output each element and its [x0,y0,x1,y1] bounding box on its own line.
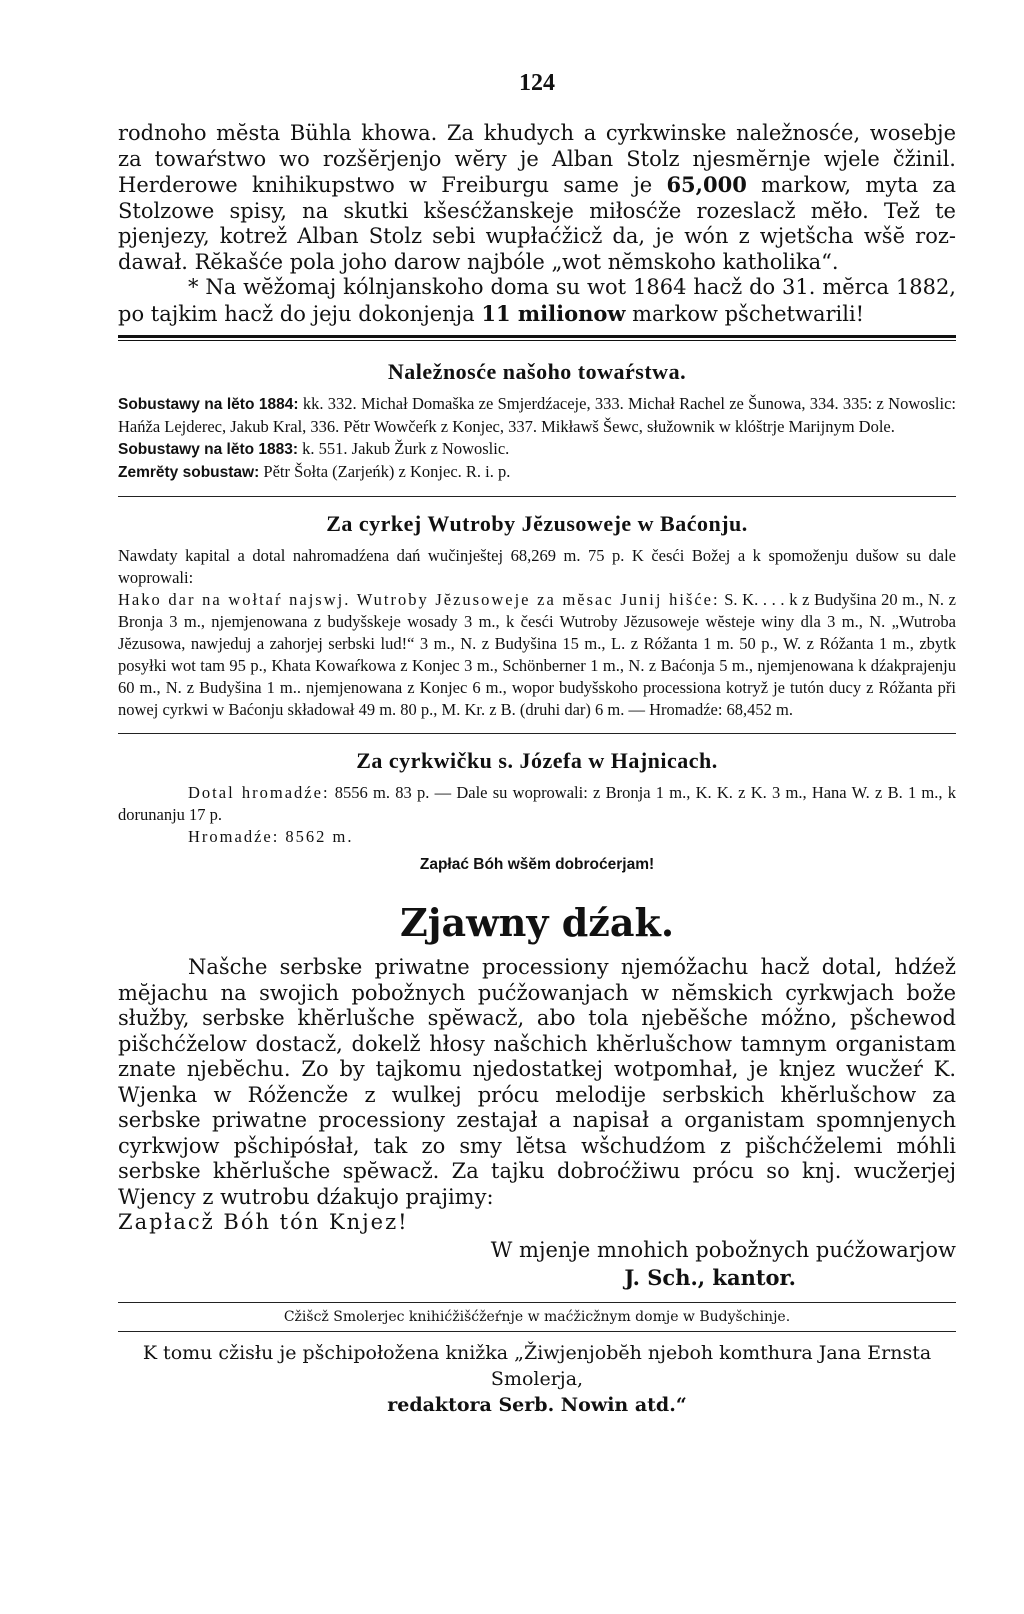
divider [118,496,956,497]
footnote-text-c: markow pšchetwarili! [632,301,865,326]
section-title-public-thanks: Zjawny dźak. [399,900,675,945]
intro-paragraph-1 [118,121,956,275]
members-1883-label: Sobustawy na lĕto 1883: [118,441,299,458]
supplement-note-2: redaktora Serb. Nowin atd.“ [387,1393,687,1416]
page-number: 124 [519,70,555,96]
printer-line: Cžišcž Smolerjec knihićžišćžeŕnje w maćžicžnym domje w Budyšchinje. [283,1308,791,1325]
bacon-altar-text: Hako dar na wołtaŕ najswj. Wutroby Jĕzusoweje za mĕsac Junij hišće: [118,590,720,609]
bacon-capital: Nawdaty kapital a dotal nahromadźena dań wučinještej 68,269 m. 75 p. K česći Božej a k spomoženju dušow su dale woprowali: [118,546,956,587]
section-title-hajnicy-chapel: Za cyrkwičku s. Józefa w Hajnicach. [356,748,718,773]
deceased-text: Pětr Šołta (Zarjeńk) z Konjec. R. i. p. [263,462,511,481]
divider [118,733,956,734]
public-thanks-closing: Zapłacž Bóh tón Knjez! [118,1210,409,1234]
intro-number: 65,000 [666,172,747,197]
page [118,70,956,1418]
members-1883 [118,438,956,461]
deceased-member [118,461,956,484]
thanks-line: Zapłać Bóh wšĕm dobroćerjam! [419,856,655,873]
members-1884-label: Sobustawy na lĕto 1884: [118,396,299,413]
members-1883-text: k. 551. Jakub Žurk z Nowoslic. [302,439,510,458]
members-1884-text: kk. 332. Michał Domaška ze Smjerdźaceje, 333. Michał Rachel ze Šunowa, 334. 335: z Nowoslic: Hańža Lejderec, Jakub Kral, 336. Pětr Wowčeŕk z Konjec, 337. Mikławš Šewc, słužownik w klóštrje Marijnym Dole. [118,394,957,436]
double-divider [118,335,956,341]
hajnicy-total: Hromadźe: 8562 m. [188,827,354,846]
bacon-donors: S. K. . . . k z Budyšina 20 m., N. z Bronja 3 m., njemjenowana z budyšskeje wosady 3 m., k česći Wutroby Jĕzusoweje wĕsteje winy dla 3 m., N. „Wutroba Jĕzusowa, nawjeduj a zahorjej serbski lud!“ 3 m., N. z Budyšina 15 m., L. z Róžanta 1 m. 50 p., W. z Róžanta 1 m., zbytk posyłki wot tam 95 p., Khata Kowaŕkowa z Konjec 3 m., Schönberner 1 m., N. z Baćonja 5 m., njemjenowana k dźakprajenju 60 m., N. z Budyšina 1 m.. njemjenowana z Konjec 6 m., wopor budyšskoho processiona kotryž je tutón ducy z Róžanta při nowej cyrkwi w Baćonju składował 49 m. 80 p., M. Kr. z B. (druhi dar) 6 m. — Hromadźe: 68,452 m. [118,590,956,719]
hajnicy-donations [118,782,956,826]
divider [118,1302,956,1303]
hajnicy-label: Dotal hromadźe: [188,783,330,802]
section-title-bacon-church: Za cyrkej Wutroby Jĕzusoweje w Baćonju. [326,511,748,536]
footnote-emphasis: 11 milionow [481,300,626,326]
signature-line-2: J. Sch., kantor. [624,1264,796,1290]
section-title-society: Naležnosće našoho towaŕstwa. [387,359,687,384]
signature-line-1: W mjenje mnohich pobožnych pućžowarjow [490,1237,956,1262]
intro-paragraph-2 [118,275,956,327]
public-thanks-text: Našche serbske priwatne processiony njemóžachu hacž dotal, hdźež mĕjachu na swojich pobožnych pućžowanjach w nĕmskich cyrkwjach bože słužby, serbske khĕrlušche spĕwacž, abo tola njebĕšche móžno, pšchewod pišchćželow dostacž, dokelž hłosy našchich khĕrlušchow tamnym organistam znate njebĕchu. Zo by tajkomu njedostatkej wotpomhał, je knjez wucžeŕ K. Wjenka w Róžencže z wulkej prócu melodije serbskich khĕrlušchow za serbske priwatne processiony zestajał a napisał a organistam spomnjenych cyrkwjow pšchipósłał, tak zo smy lĕtsa wšchudźom z pišchćželemi móhli serbske khĕrlušche spĕwacž. Za tajku dobroćžiwu prócu so knj. wucžerjej Wjency z wutrobu dźakujo prajimy: [118,955,956,1209]
footnote-text-a: * Na wĕžomaj kólnjanskoho doma su wot 1864 hacž do 31. mĕrca 1882, po tajkim hacž do jeju dokonjenja [118,275,956,326]
intro-text-a: rodnoho mĕsta Bühla khowa. Za khudych a cyrkwinske naležnosće, wosebje za towaŕstwo wo rozšĕrjenjo wĕry je Alban Stolz njesmĕrnje wjele čžinil. Herderowe knihikupstwo w Freiburgu same je [118,121,956,197]
hajnicy-text: 8556 m. 83 p. — Dale su woprowali: z Bronja 1 m., K. K. z K. 3 m., Hana W. z B. 1 m., k dorunanju 17 p. [118,783,957,824]
supplement-note-1: K tomu cžisłu je pšchipołožena knižka „Žiwjenjobĕh njeboh komthura Jana Ernsta Smolerja, [142,1341,932,1390]
divider [118,1331,956,1332]
bacon-donations [118,589,956,721]
deceased-label: Zemrĕty sobustaw: [118,464,260,481]
members-1884 [118,393,956,438]
intro-text-b: markow, myta za Stolzowe spisy, na skutki kšesćžanskeje miłosćže rozeslacž mĕło. Tež te pjenjezy, kotrež Alban Stolz sebi wupłaćžicž da, je wón z wjetšcha wšĕ roz-dawał. Rĕkašće pola joho darow najbóle „wot nĕmskoho katholika“. [118,173,956,274]
